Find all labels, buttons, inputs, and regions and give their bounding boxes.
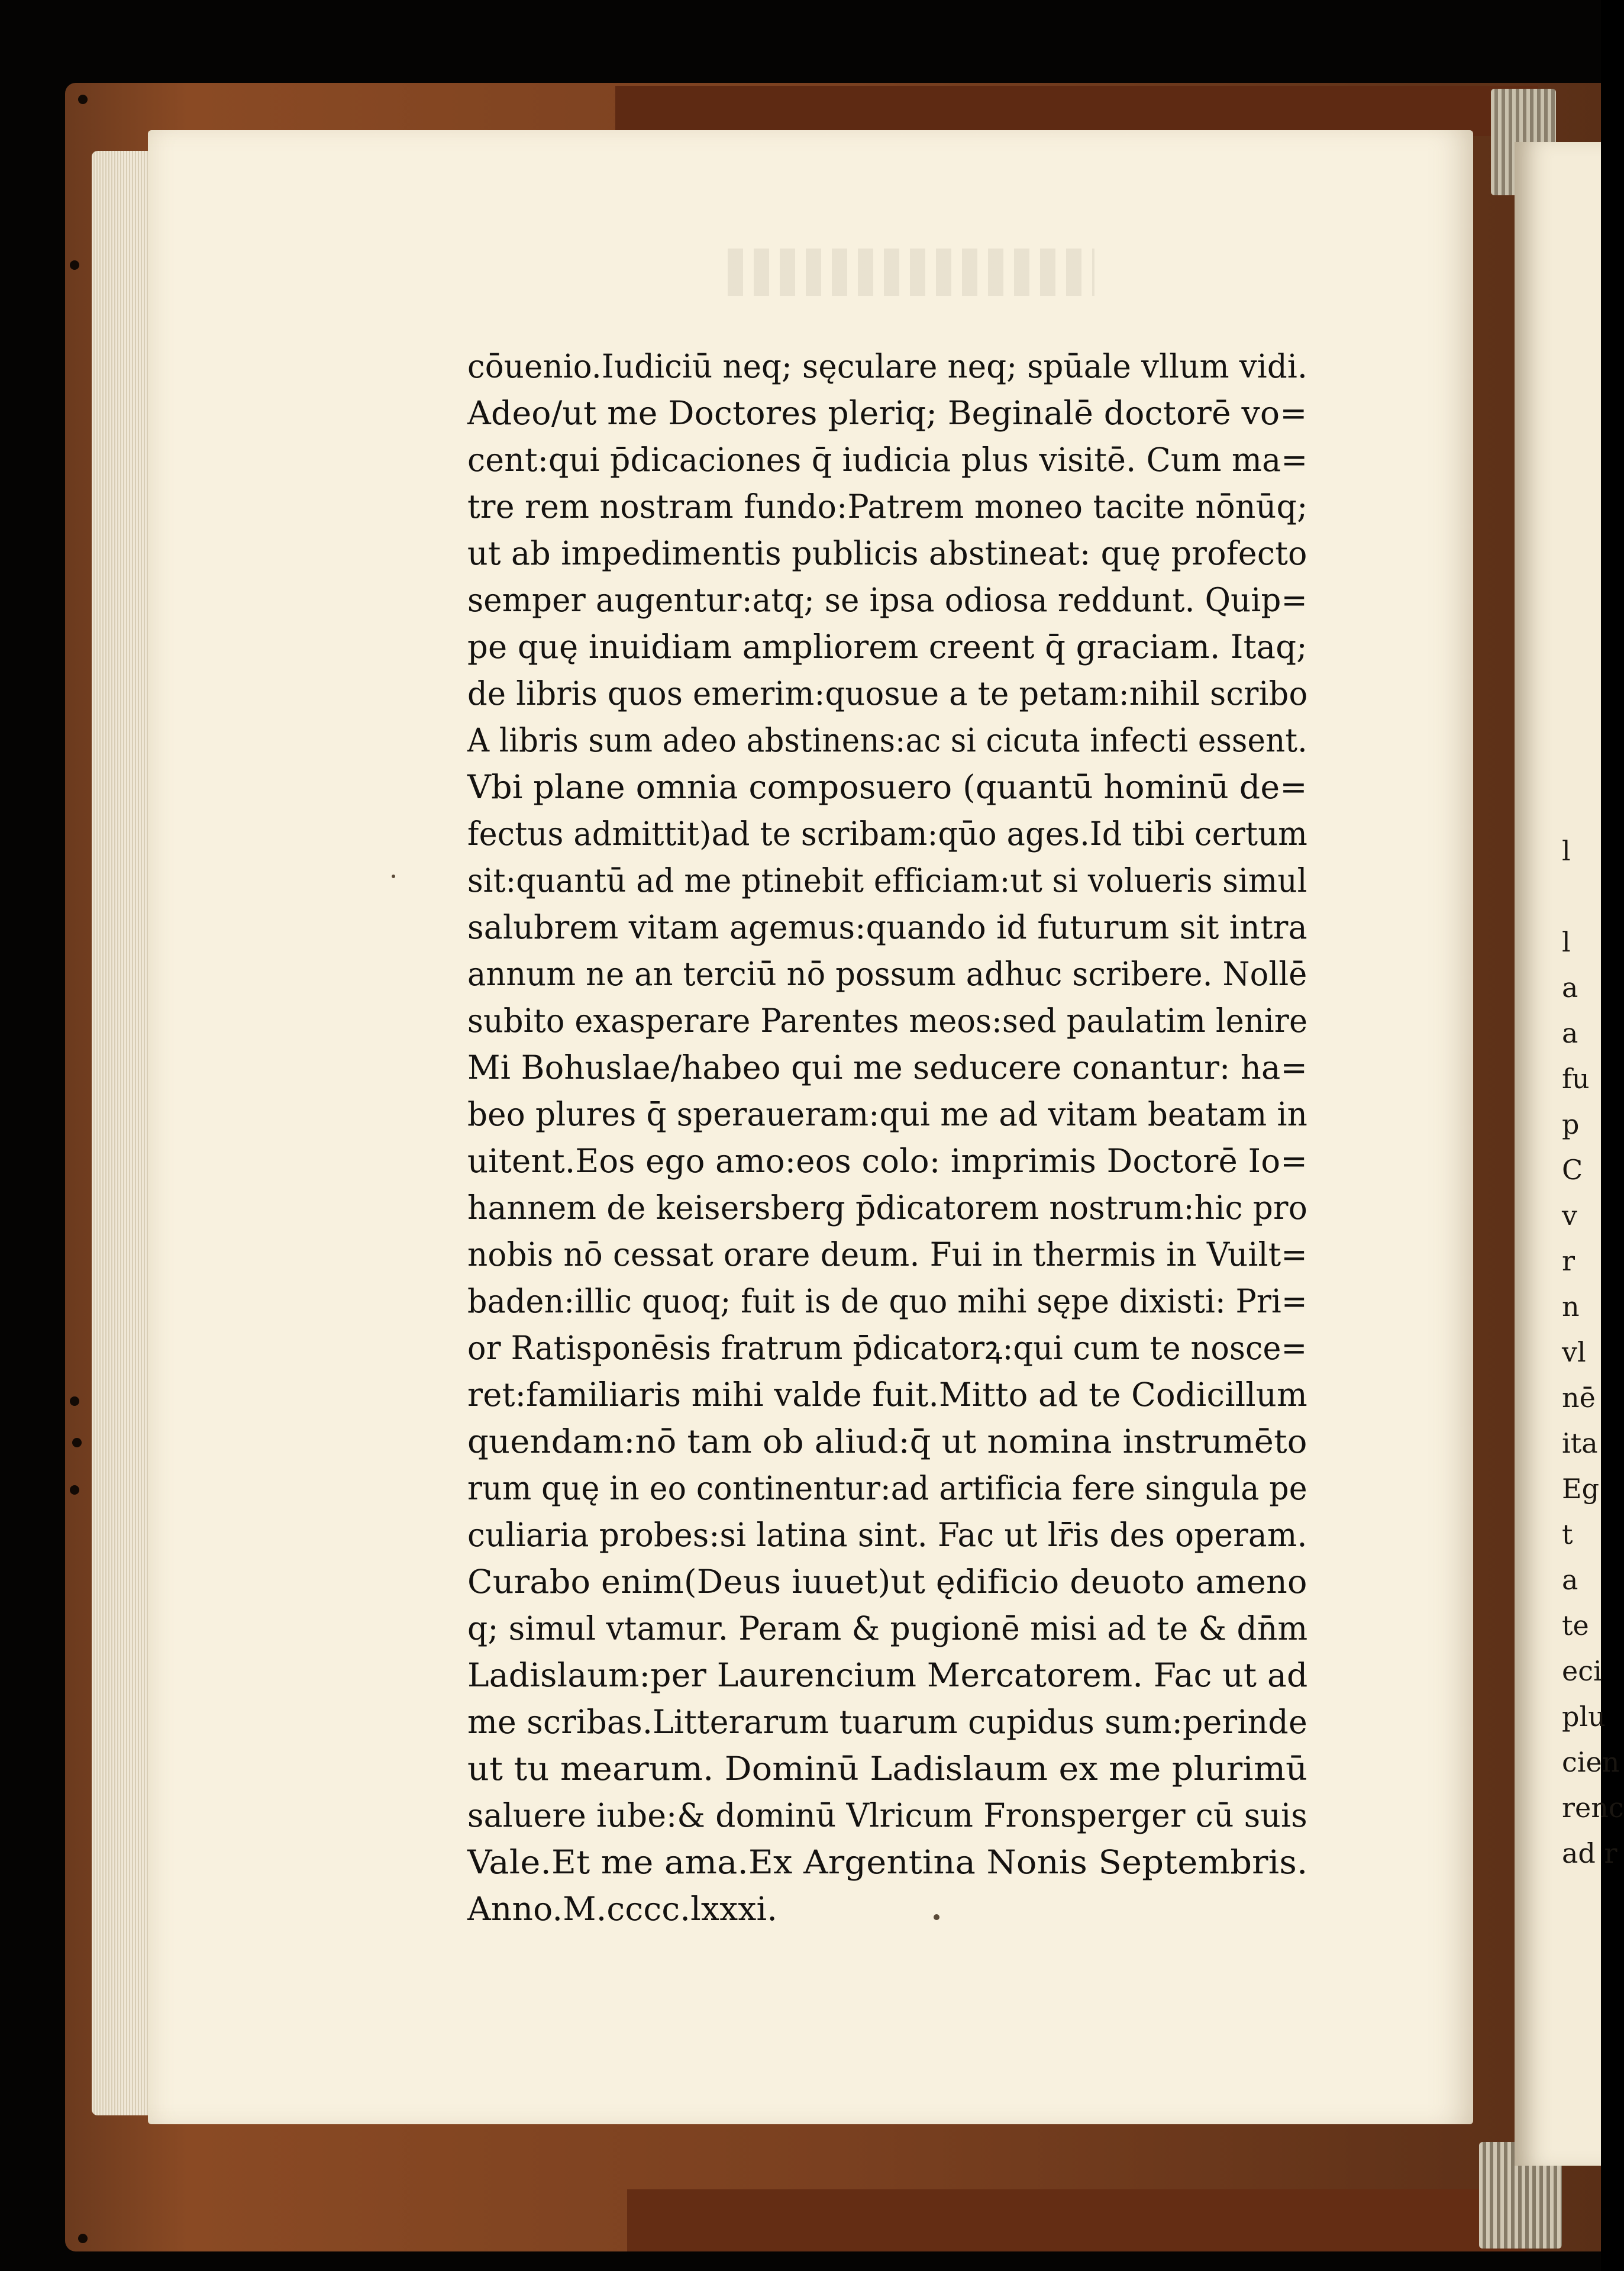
fragment-line: a	[1562, 1017, 1578, 1049]
fragment-line: vl	[1562, 1336, 1586, 1368]
text-line: saluere iube:& dominū Vlricum Fronsperger cū suis	[467, 1796, 1307, 1834]
text-line: rum quę in eo continentur:ad artificia fere singula pe	[467, 1469, 1307, 1507]
cover-nail	[78, 2234, 88, 2243]
fragment-line: fu	[1562, 1063, 1590, 1095]
text-line: ut tu mearum. Dominū Ladislaum ex me plurimū	[467, 1750, 1308, 1788]
text-line: uitent.Eos ego amo:eos colo: imprimis Doctorē Io=	[467, 1142, 1308, 1180]
text-line: A libris sum adeo abstinens:ac si cicuta infecti essent.	[467, 721, 1307, 759]
fragment-line: nē	[1562, 1382, 1596, 1414]
fragment-line: l	[1562, 835, 1571, 867]
text-line: Curabo enim(Deus iuuet)ut ędificio deuoto ameno	[467, 1563, 1307, 1601]
text-line: de libris quos emerim:quosue a te petam:nihil scribo	[467, 675, 1308, 712]
text-line: Ladislaum:per Laurencium Mercatorem. Fac ut ad	[467, 1656, 1308, 1694]
text-line: cōuenio.Iudiciū neq; sęculare neq; spūale vllum vidi.	[467, 347, 1307, 385]
text-line: me scribas.Litterarum tuarum cupidus sum:perinde	[467, 1703, 1307, 1741]
text-line: Mi Bohuslae/habeo qui me seducere conantur: ha=	[467, 1049, 1308, 1086]
fragment-line: p	[1562, 1108, 1580, 1140]
text-line: beo plures q̄ speraueram:qui me ad vitam beatam in	[467, 1095, 1308, 1133]
show-through-heading	[728, 249, 1094, 296]
text-line: nobis nō cessat orare deum. Fui in thermis in Vuilt=	[467, 1235, 1307, 1273]
fragment-line: plu	[1562, 1701, 1606, 1733]
text-line: ut ab impedimentis publicis abstineat: quę profecto	[467, 534, 1307, 572]
fragment-line: C	[1562, 1154, 1583, 1186]
text-line: fectus admittit)ad te scribam:qūo ages.Id tibi certum	[467, 815, 1308, 853]
text-line: quendam:nō tam ob aliud:q̄ ut nomina instrumēto	[467, 1422, 1307, 1460]
fragment-line: r	[1562, 1245, 1575, 1277]
recto-text-fragments	[1562, 828, 1624, 1876]
text-line: pe quę inuidiam ampliorem creent q̄ graciam. Itaq;	[467, 628, 1307, 666]
text-line: Adeo/ut me Doctores pleriq; Beginalē doctorē vo=	[467, 394, 1307, 432]
fragment-line: te	[1562, 1609, 1589, 1641]
text-line: cent:qui p̄dicaciones q̄ iudicia plus visitē. Cum ma=	[467, 441, 1308, 479]
cover-nail	[72, 1438, 82, 1447]
fragment-line: Eg	[1562, 1473, 1600, 1505]
paper-speck	[392, 875, 395, 878]
text-line: q; simul vtamur. Peram & pugionē misi ad te & dn̄m	[467, 1609, 1308, 1647]
text-line: salubrem vitam agemus:quando id futurum sit intra	[467, 908, 1307, 946]
fragment-line: l	[1562, 926, 1571, 958]
text-line: subito exasperare Parentes meos:sed paulatim lenire	[467, 1002, 1308, 1040]
cover-nail	[70, 1396, 79, 1406]
fragment-line: a	[1562, 972, 1578, 1004]
text-line: Anno.M.cccc.lxxxi.	[467, 1890, 778, 1928]
text-line: Vale.Et me ama.Ex Argentina Nonis Septembris.	[467, 1843, 1308, 1881]
text-line: hannem de keisersberg p̄dicatorem nostrum:hic pro	[467, 1189, 1308, 1227]
text-line: or Ratisponēsis fratrum p̄dicatorꝝ:qui cum te nosce=	[467, 1329, 1307, 1367]
fragment-line: renc	[1562, 1792, 1624, 1824]
text-line: ret:familiaris mihi valde fuit.Mitto ad te Codicillum	[467, 1376, 1307, 1414]
cover-top-edge	[615, 86, 1538, 136]
fragment-line: a	[1562, 1564, 1578, 1596]
paper-speck	[934, 1914, 939, 1920]
cover-bottom-edge	[627, 2189, 1526, 2251]
text-line: semper augentur:atq; se ipsa odiosa reddunt. Quip=	[467, 581, 1307, 619]
letter-text	[467, 343, 1307, 1933]
fragment-line: t	[1562, 1518, 1573, 1550]
text-line: annum ne an terciū nō possum adhuc scribere. Nollē	[467, 955, 1307, 993]
fragment-line: ita	[1562, 1427, 1598, 1459]
fragment-line: n	[1562, 1291, 1580, 1322]
cover-nail	[70, 1485, 79, 1495]
fragment-line: cien	[1562, 1746, 1620, 1778]
text-line: baden:illic quoq; fuit is de quo mihi sępe dixisti: Pri=	[467, 1282, 1307, 1320]
fragment-line	[1562, 874, 1601, 920]
fragment-line: v	[1562, 1199, 1577, 1231]
text-line: culiaria probes:si latina sint. Fac ut lr̄is des operam.	[467, 1516, 1307, 1554]
fragment-line: ad r	[1562, 1837, 1617, 1869]
text-line: sit:quantū ad me ptinebit efficiam:ut si volueris simul	[467, 862, 1307, 899]
text-line: Vbi plane omnia composuero (quantū hominū de=	[467, 768, 1307, 806]
cover-nail	[78, 95, 88, 104]
cover-nail	[70, 260, 79, 270]
fragment-line: eci	[1562, 1655, 1602, 1687]
text-line: tre rem nostram fundo:Patrem moneo tacite nōnūq;	[467, 488, 1308, 525]
